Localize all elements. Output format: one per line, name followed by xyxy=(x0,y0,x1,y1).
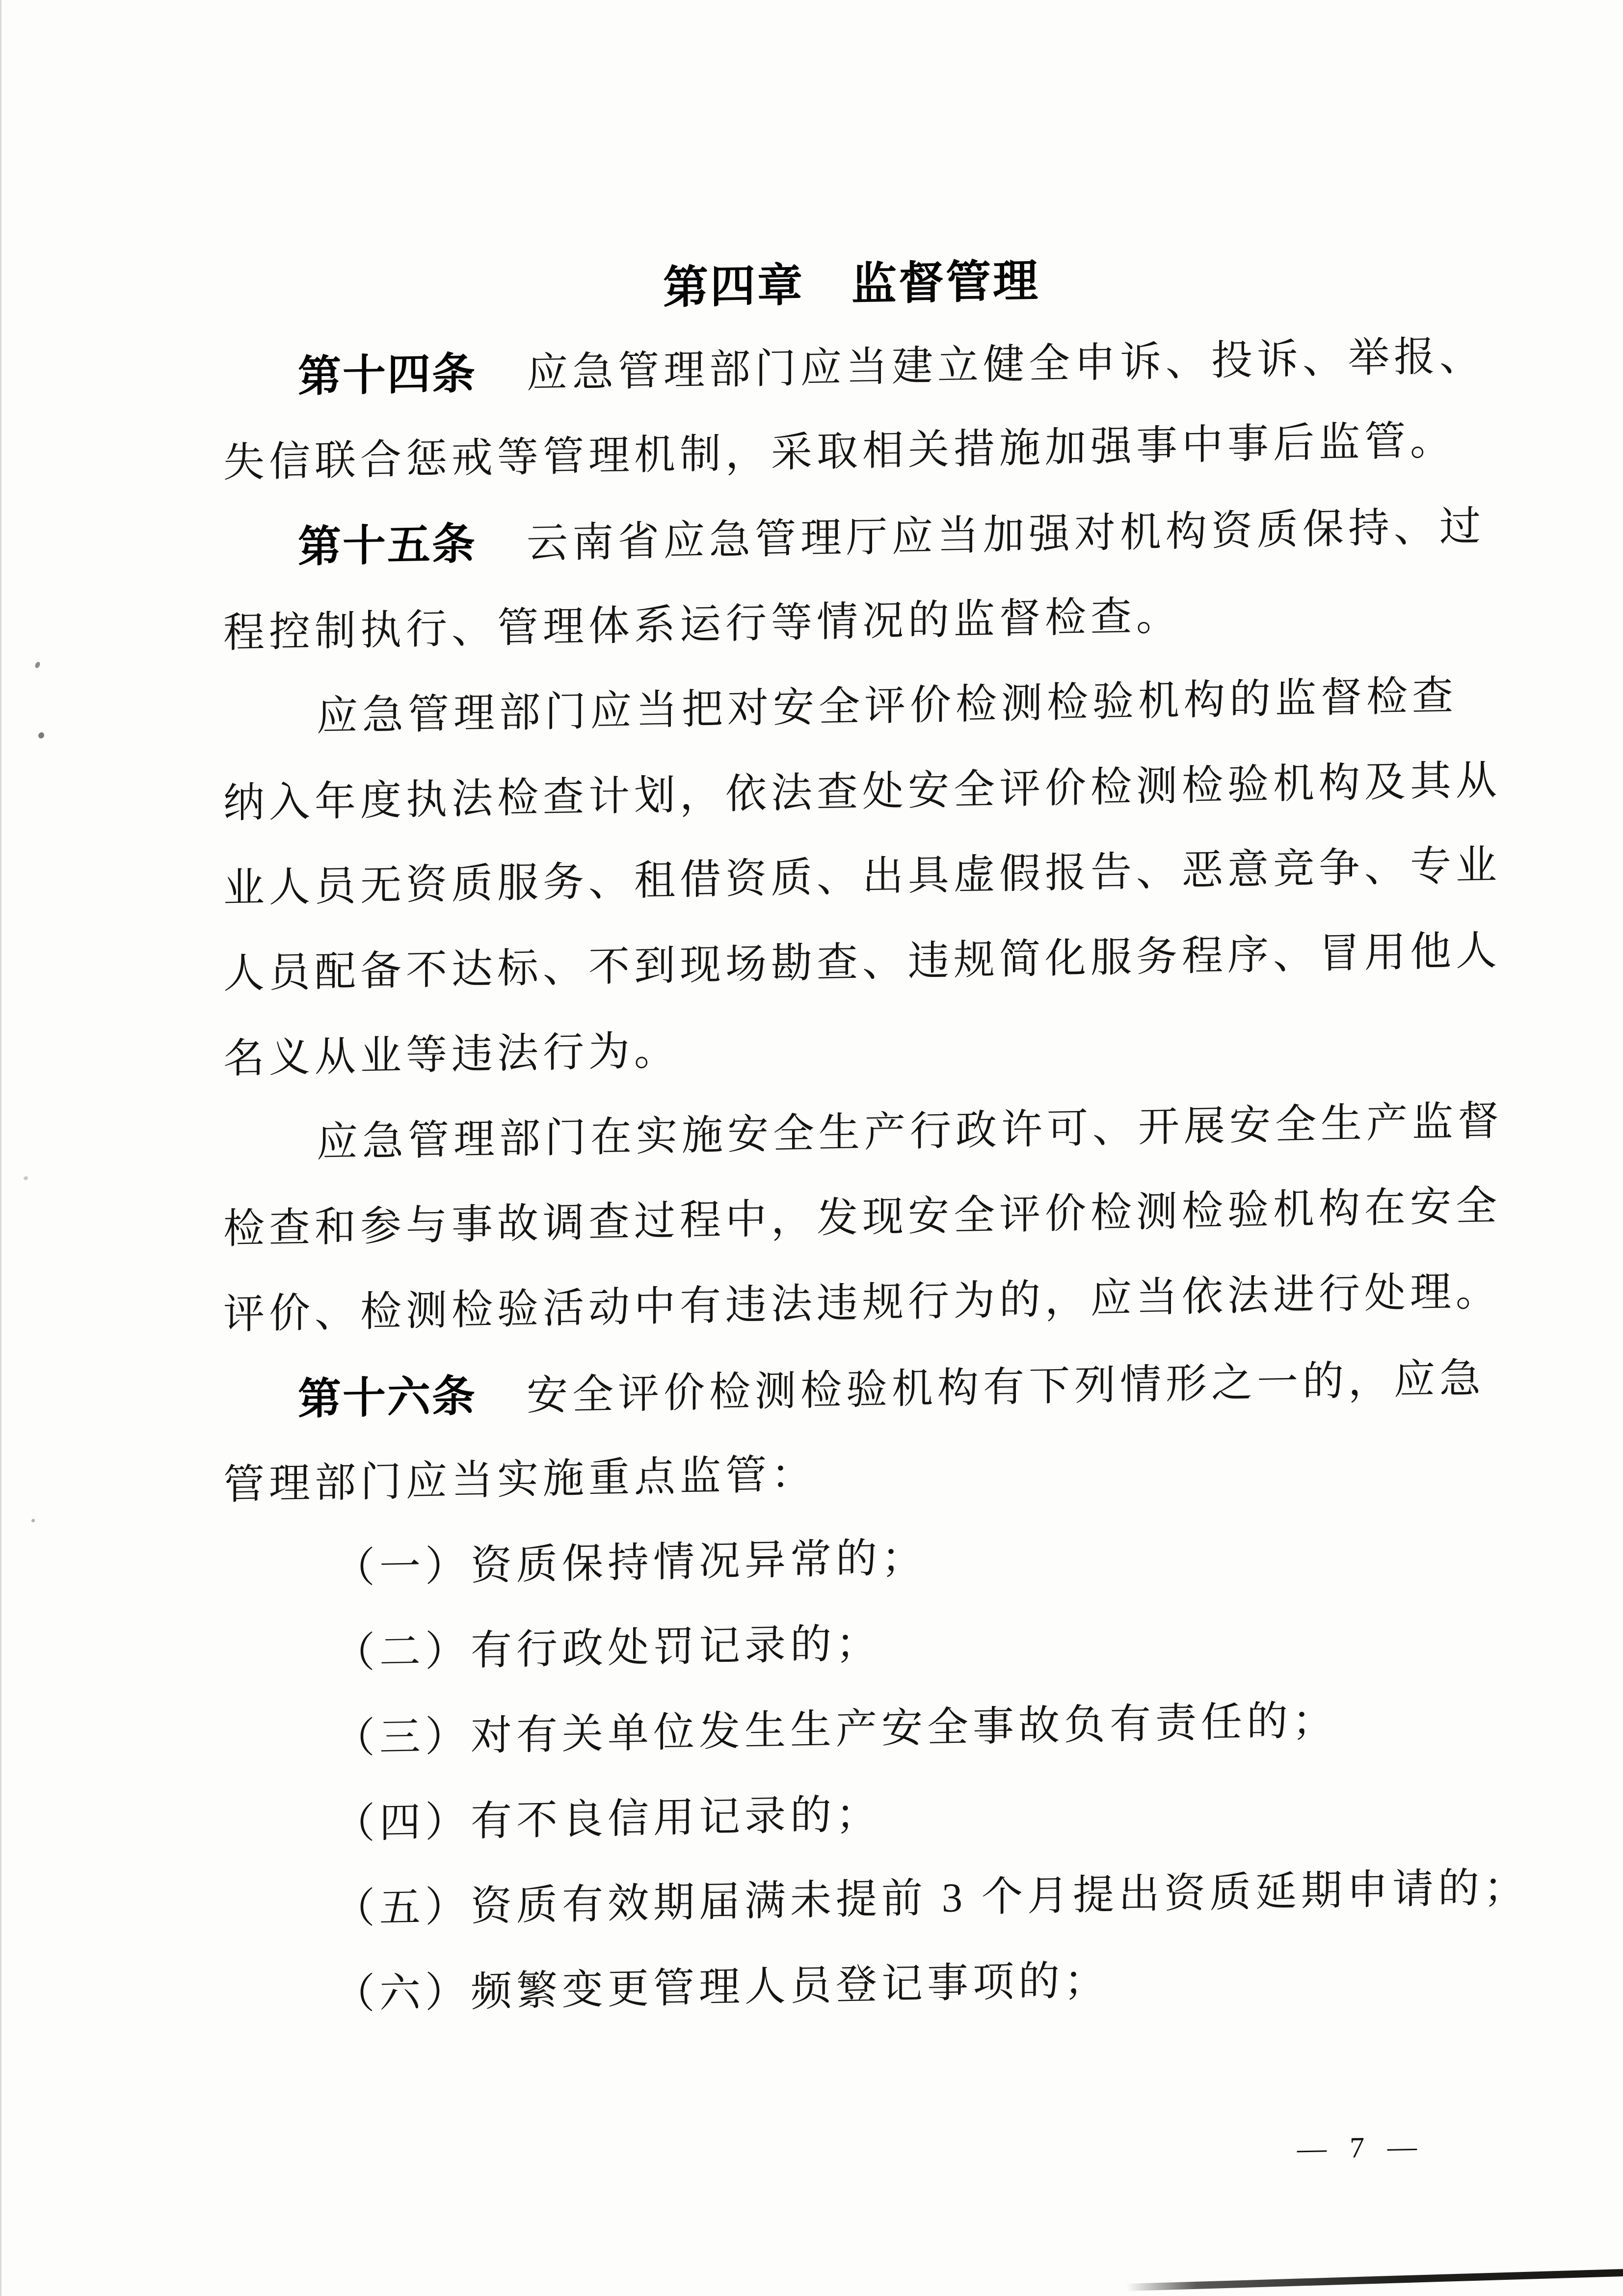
line-text: 检查和参与事故调查过程中，发现安全评价检测检验机构在安全 xyxy=(223,1183,1502,1252)
line-text: （一）资质保持情况异常的； xyxy=(334,1535,928,1592)
scan-speck xyxy=(31,1519,35,1522)
list-item-line xyxy=(223,1601,881,1699)
scan-speck xyxy=(34,661,41,669)
line-text: 失信联合惩戒等管理机制，采取相关措施加强事中事后监管。 xyxy=(223,417,1456,486)
article-number: 第十四条 xyxy=(298,349,477,401)
page-number: — 7 — xyxy=(1297,2130,1425,2165)
list-item-line xyxy=(223,1938,1110,2040)
line-text: 纳入年度执法检查计划，依法查处安全评价检测检验机构及其从 xyxy=(223,757,1502,827)
scan-edge-left-artifact xyxy=(0,0,1,2296)
line-text: 应急管理部门应当把对安全评价检测检验机构的监督检查 xyxy=(317,673,1458,740)
article-number: 第十五条 xyxy=(298,519,477,571)
line-text: （三）对有关单位发生生产安全事故负有责任的； xyxy=(334,1698,1338,1762)
line-text: 名义从业等违法行为。 xyxy=(223,1027,680,1082)
scan-speck xyxy=(38,732,45,739)
scan-speck xyxy=(24,1176,28,1180)
line-text: 应急管理部门应当建立健全申诉、投诉、举报、 xyxy=(527,333,1486,397)
line-text: 程控制执行、管理体系运行等情况的监督检查。 xyxy=(223,593,1182,656)
line-text: 安全评价检测检验机构有下列情形之一的，应急 xyxy=(527,1355,1486,1419)
line-text: 评价、检测检验活动中有违法违规行为的，应当依法进行处理。 xyxy=(223,1269,1502,1338)
line-text: 人员配备不达标、不到现场勘查、违规简化服务程序、冒用他人 xyxy=(223,928,1502,997)
line-text: 云南省应急管理厅应当加强对机构资质保持、过 xyxy=(527,503,1486,567)
line-text: （六）频繁变更管理人员登记事项的； xyxy=(334,1957,1110,2018)
line-text: 应急管理部门在实施安全生产行政许可、开展安全生产监督 xyxy=(317,1098,1504,1166)
line-text: （四）有不良信用记录的； xyxy=(334,1791,882,1847)
line-text: （五）资质有效期届满未提前 3 个月提出资质延期申请的； xyxy=(334,1864,1530,1932)
line-text: 业人员无资质服务、租借资质、出具虚假报告、恶意竞争、专业 xyxy=(223,842,1502,912)
chapter-heading: 第四章 监督管理 xyxy=(663,256,1040,313)
text-line xyxy=(223,1432,817,1528)
line-text: （二）有行政处罚记录的； xyxy=(334,1621,882,1676)
list-item-line xyxy=(223,1772,881,1869)
document-content xyxy=(223,0,1530,2296)
article-number: 第十六条 xyxy=(298,1371,477,1424)
text-line xyxy=(223,1008,680,1102)
list-item-line xyxy=(223,1515,927,1614)
line-text: 管理部门应当实施重点监管： xyxy=(223,1451,817,1508)
